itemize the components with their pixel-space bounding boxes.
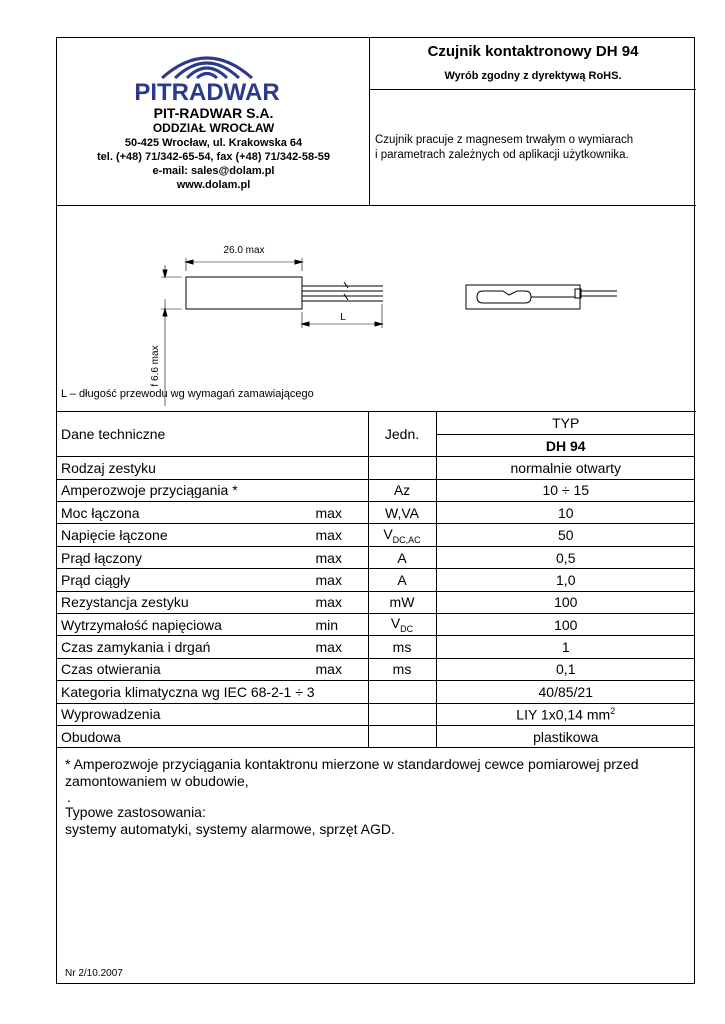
value-text: 100 [554, 594, 578, 611]
param-name: Wyprowadzenia [61, 706, 161, 723]
unit-cell [368, 502, 436, 524]
value-cell [436, 546, 695, 568]
unit-cell [368, 725, 436, 747]
unit-cell [368, 703, 436, 725]
unit-cell [368, 636, 436, 658]
param-cell [57, 502, 368, 524]
value-superscript: 2 [610, 705, 616, 716]
document-number: Nr 2/10.2007 [65, 968, 123, 979]
sensor-body [186, 277, 302, 309]
param-cell [57, 636, 368, 658]
unit-cell [368, 524, 436, 546]
unit-subscript: DC,AC [392, 534, 421, 545]
table-row [57, 502, 695, 524]
pitradwar-logo [117, 42, 297, 104]
value-text: 0,5 [556, 549, 576, 566]
value-text: 50 [557, 527, 574, 544]
unit-subscript: DC [400, 624, 414, 635]
technical-drawing [57, 206, 696, 412]
drawing-svg [57, 206, 696, 412]
param-limit: max [315, 661, 342, 678]
applications-text: systemy automatyki, systemy alarmowe, sprzęt AGD. [65, 821, 395, 837]
datasheet-frame [56, 37, 695, 984]
param-name: Prąd ciągły [61, 571, 131, 588]
value-text: 40/85/21 [538, 683, 593, 700]
unit-cell [368, 457, 436, 479]
param-cell [57, 591, 368, 613]
unit-text: ms [392, 639, 412, 656]
company-name: PIT-RADWAR S.A. [153, 105, 274, 121]
table-row [57, 457, 695, 479]
param-name: Rezystancja zestyku [61, 594, 189, 611]
param-limit [316, 684, 364, 700]
title-block [370, 38, 696, 90]
param-name: Rodzaj zestyku [61, 459, 156, 476]
unit-text: V [383, 525, 393, 542]
value-text: 10 [557, 504, 574, 521]
table-header-row [57, 412, 695, 434]
value-cell [436, 658, 695, 680]
table-row [57, 524, 695, 546]
value-text: 10 ÷ 15 [542, 482, 590, 499]
table-row [57, 569, 695, 591]
unit-cell [368, 479, 436, 501]
param-cell [57, 725, 368, 747]
description-line: i parametrach zależnych od aplikacji użytkownika. [375, 149, 629, 161]
param-limit [316, 460, 364, 476]
value-cell [436, 636, 695, 658]
unit-text: ms [392, 661, 412, 678]
rohs-statement: Wyrób zgodny z dyrektywą RoHS. [444, 70, 622, 82]
website[interactable]: www.dolam.pl [176, 179, 251, 191]
header-model: DH 94 [436, 434, 695, 456]
param-name: Czas zamykania i drgań [61, 639, 211, 656]
param-cell [57, 546, 368, 568]
header-type: TYP [436, 412, 695, 434]
param-name: Napięcie łączone [61, 527, 168, 544]
dim-lead-label: L [340, 312, 346, 323]
param-limit [316, 729, 364, 745]
value-cell [436, 614, 695, 636]
param-limit: max [315, 504, 342, 521]
param-limit: max [315, 527, 342, 544]
header-param: Dane techniczne [57, 412, 368, 457]
param-limit: max [315, 594, 342, 611]
address: 50-425 Wrocław, ul. Krakowska 64 [124, 137, 303, 149]
spec-table [57, 412, 695, 748]
param-limit: min [315, 616, 339, 633]
table-row [57, 636, 695, 658]
header-unit: Jedn. [368, 412, 436, 457]
table-row [57, 703, 695, 725]
param-cell [57, 569, 368, 591]
value-text: LIY 1x0,14 mm [516, 706, 611, 723]
unit-cell [368, 614, 436, 636]
value-text: 1 [561, 639, 570, 656]
param-name: Obudowa [61, 728, 121, 745]
param-cell [57, 658, 368, 680]
param-cell [57, 457, 368, 479]
unit-text: mW [389, 594, 415, 611]
value-cell [436, 569, 695, 591]
product-description [375, 133, 633, 163]
description-block [370, 90, 696, 206]
unit-text: A [397, 549, 407, 566]
value-cell [436, 591, 695, 613]
param-cell [57, 703, 368, 725]
param-name: Kategoria klimatyczna wg IEC 68-2-1 ÷ 3 [61, 683, 315, 700]
param-limit [316, 706, 364, 722]
param-name: Amperozwoje przyciągania * [61, 482, 238, 499]
description-line: Czujnik pracuje z magnesem trwałym o wymiarach [375, 134, 634, 146]
table-row [57, 591, 695, 613]
table-row [57, 658, 695, 680]
value-cell [436, 703, 695, 725]
param-limit: max [315, 549, 342, 566]
lead-length-note: L – długość przewodu wg wymagań zamawiającego [61, 388, 314, 400]
table-row [57, 546, 695, 568]
value-cell [436, 681, 695, 703]
footer-notes [65, 756, 685, 838]
unit-text: W,VA [385, 504, 419, 521]
dim-length-label: 26.0 max [223, 245, 265, 256]
value-text: 1,0 [556, 571, 576, 588]
value-cell [436, 725, 695, 747]
company-block [57, 38, 370, 206]
reed-switch-outline [477, 291, 531, 303]
document-title: Czujnik kontaktronowy DH 94 [427, 43, 639, 60]
unit-cell [368, 591, 436, 613]
phone: tel. (+48) 71/342-65-54, fax (+48) 71/342-58-59 [97, 151, 330, 163]
unit-text: Az [393, 482, 411, 499]
value-text: 100 [554, 616, 578, 633]
logo-text: PITRADWAR [134, 79, 280, 104]
applications-title: Typowe zastosowania: [65, 804, 206, 820]
unit-cell [368, 546, 436, 568]
dim-diameter-label: f 6.6 max [150, 345, 161, 387]
unit-cell [368, 658, 436, 680]
company-info [57, 105, 370, 192]
footnote-dot: . [67, 789, 71, 805]
param-limit: max [315, 571, 342, 588]
param-cell [57, 479, 368, 501]
value-text: plastikowa [533, 728, 599, 745]
param-name: Moc łączona [61, 504, 140, 521]
value-cell [436, 524, 695, 546]
footnote-line: * Amperozwoje przyciągania kontaktronu mierzone w standardowej cewce pomiarowej przed [65, 756, 639, 772]
param-limit: max [315, 639, 342, 656]
value-text: 0,1 [556, 661, 576, 678]
table-row [57, 614, 695, 636]
email[interactable]: e-mail: sales@dolam.pl [152, 165, 275, 177]
unit-cell [368, 681, 436, 703]
unit-text: A [397, 571, 407, 588]
footnote-line: zamontowaniem w obudowie, [65, 773, 249, 789]
value-text: normalnie otwarty [510, 459, 621, 476]
param-cell [57, 681, 368, 703]
param-cell [57, 614, 368, 636]
param-name: Wytrzymałość napięciowa [61, 616, 222, 633]
param-cell [57, 524, 368, 546]
param-name: Czas otwierania [61, 661, 161, 678]
unit-text: V [390, 615, 401, 632]
param-name: Prąd łączony [61, 549, 142, 566]
table-row [57, 479, 695, 501]
value-cell [436, 479, 695, 501]
value-cell [436, 502, 695, 524]
branch-name: ODDZIAŁ WROCŁAW [152, 121, 275, 135]
param-limit [316, 482, 364, 498]
unit-cell [368, 569, 436, 591]
table-row [57, 725, 695, 747]
value-cell [436, 457, 695, 479]
table-row [57, 681, 695, 703]
